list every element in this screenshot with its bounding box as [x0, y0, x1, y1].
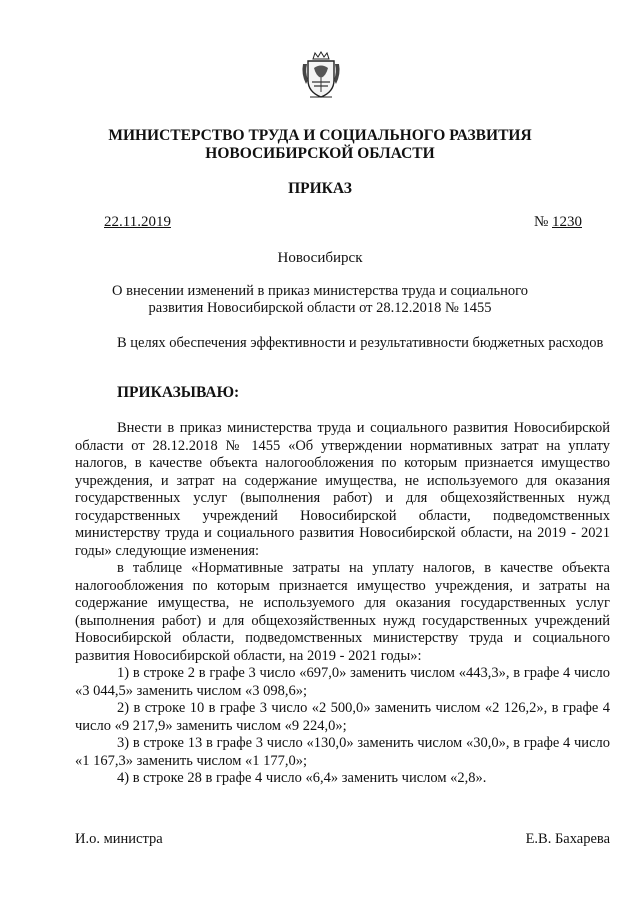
- document-type: ПРИКАЗ: [288, 180, 352, 197]
- document-subject: О внесении изменений в приказ министерства труда и социального развития Новосибирской области от 28.12.2018 № 1455: [112, 283, 528, 316]
- signatory-position: И.о. министра: [75, 831, 163, 847]
- preamble: В целях обеспечения эффективности и результативности бюджетных расходов: [117, 335, 604, 351]
- signatory-name: Е.В. Бахарева: [525, 831, 610, 847]
- paragraph: 2) в строке 10 в графе 3 число «2 500,0» заменить числом «2 126,2», в графе 4 число «9 217,9» заменить числом «9 224,0»;: [75, 700, 610, 734]
- number-value: 1230: [552, 214, 582, 230]
- order-body: [75, 420, 610, 788]
- number-prefix: №: [533, 214, 549, 230]
- ministry-name: [60, 127, 580, 163]
- paragraph: 3) в строке 13 в графе 3 число «130,0» заменить числом «30,0», в графе 4 число «1 167,3» заменить числом «1 177,0»;: [75, 735, 610, 769]
- paragraph: 1) в строке 2 в графе 3 число «697,0» заменить числом «443,3», в графе 4 число «3 044,5» заменить числом «3 098,6»;: [75, 665, 610, 699]
- paragraph: Внести в приказ министерства труда и социального развития Новосибирской области от 28.12.2018 № 1455 «Об утверждении нормативных затрат на уплату налогов, в качестве объекта налогообложения по которым признается имущество учреждения, и затрат на содержание имущества, не используемого для оказания государственных услуг (выполнения работ) и для общехозяйственных нужд государственных учреждений Новосибирской области, подведомственных министерству труда и социального развития Новосибирской области, на 2019 - 2021 годы» следующие изменения:: [75, 420, 610, 559]
- document-city: Новосибирск: [277, 250, 363, 266]
- coat-of-arms-icon: [300, 50, 342, 100]
- paragraph: в таблице «Нормативные затраты на уплату налогов, в качестве объекта налогообложения по которым признается имущество учреждения, и затраты на содержание имущества, не используемого для оказания государственных услуг (выполнения работ) и для общехозяйственных нужд государственных учреждений Новосибирской области, подведомственных министерству труда и социального развития Новосибирской области, на 2019 - 2021 годы»:: [75, 560, 610, 664]
- document-number: [534, 213, 582, 231]
- document-date: 22.11.2019: [104, 214, 171, 230]
- ministry-name-line2: НОВОСИБИРСКОЙ ОБЛАСТИ: [205, 145, 435, 162]
- paragraph: 4) в строке 28 в графе 4 число «6,4» заменить числом «2,8».: [117, 770, 487, 786]
- ministry-name-line1: МИНИСТЕРСТВО ТРУДА И СОЦИАЛЬНОГО РАЗВИТИЯ: [108, 127, 532, 144]
- order-word: ПРИКАЗЫВАЮ:: [117, 384, 240, 401]
